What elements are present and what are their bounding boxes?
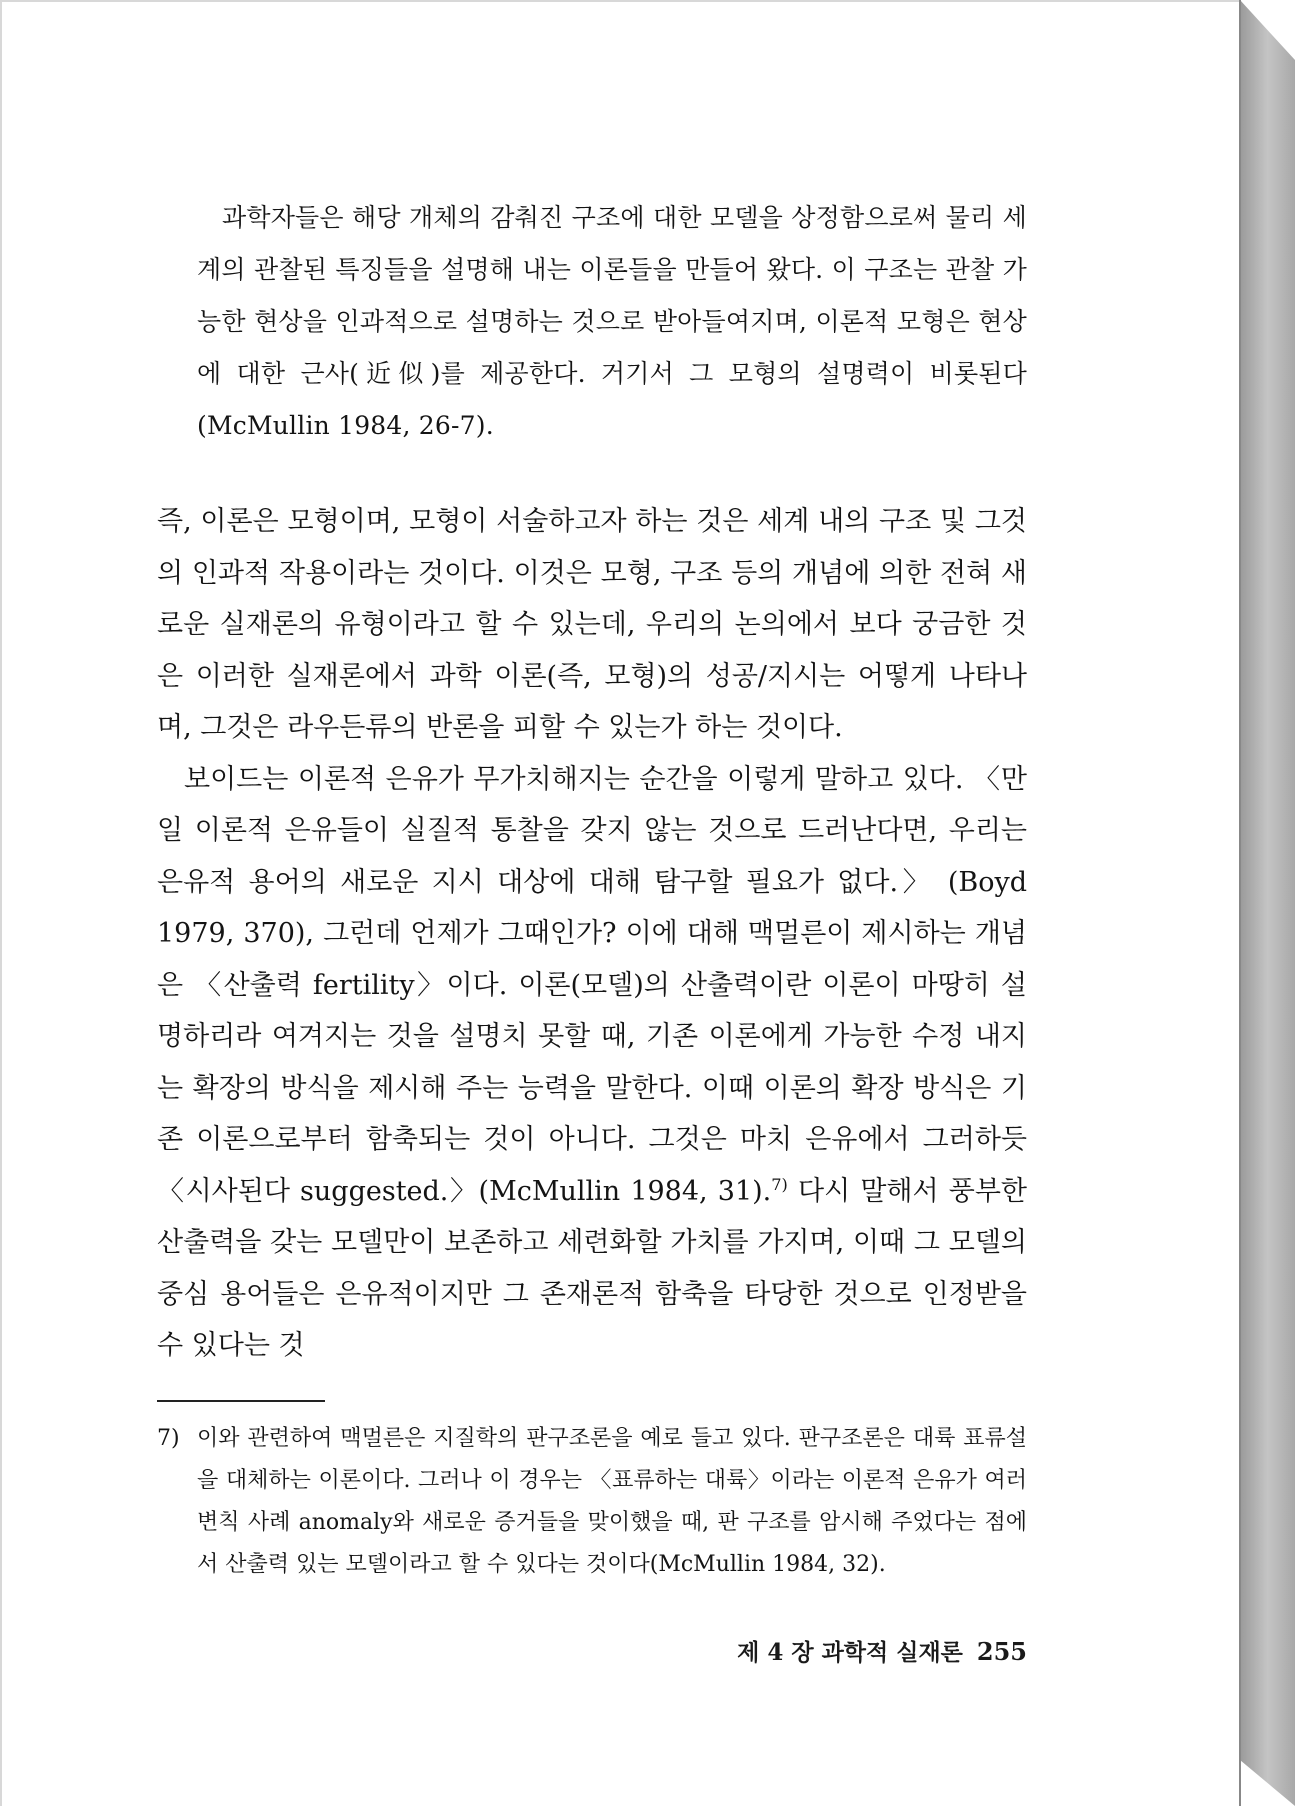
- paragraph-2-part-2: 다시 말해서 풍부한 산출력을 갖는 모델만이 보존하고 세련화할 가치를 가지며, 이때 그 모델의 중심 용어들은 은유적이지만 그 존재론적 함축을 타당한 것으로 인정받을 수 있다는 것: [157, 1175, 1027, 1361]
- running-footer: [157, 1634, 1027, 1667]
- footnote-number: 7): [157, 1425, 180, 1451]
- block-quote: [157, 192, 1027, 452]
- paragraph-1: 즉, 이론은 모형이며, 모형이 서술하고자 하는 것은 세계 내의 구조 및 그것의 인과적 작용이라는 것이다. 이것은 모형, 구조 등의 개념에 의한 전혀 새로운 실재론의 유형이라고 할 수 있는데, 우리의 논의에서 보다 궁금한 것은 이러한 실재론에서 과학 이론(즉, 모형)의 성공/지시는 어떻게 나타나며, 그것은 라우든류의 반론을 피할 수 있는가 하는 것이다.: [157, 506, 1027, 743]
- paragraph-2: [157, 754, 1027, 1372]
- footnote-text: 이와 관련하여 맥멀른은 지질학의 판구조론을 예로 들고 있다. 판구조론은 대륙 표류설을 대체하는 이론이다. 그러나 이 경우는 〈표류하는 대륙〉이라는 이론적 은유가 여러 변칙 사례 anomaly와 새로운 증거들을 맞이했을 때, 판 구조를 암시해 주었다는 점에서 산출력 있는 모델이라고 할 수 있다는 것이다(McMullin 1984, 32).: [197, 1425, 1027, 1577]
- page-number: 255: [976, 1637, 1027, 1666]
- footnote-divider: [157, 1400, 325, 1402]
- footnote: [157, 1418, 1027, 1586]
- paragraph-2-part-1: 보이드는 이론적 은유가 무가치해지는 순간을 이렇게 말하고 있다. 〈만일 이론적 은유들이 실질적 통찰을 갖지 않는 것으로 드러난다면, 우리는 은유적 용어의 새로운 지시 대상에 대해 탐구할 필요가 없다.〉 (Boyd 1979, 370), 그런데 언제가 그때인가? 이에 대해 맥멀른이 제시하는 개념은 〈산출력 fertility〉이다. 이론(모델)의 산출력이란 이론이 마땅히 설명하리라 여겨지는 것을 설명치 못할 때, 기존 이론에게 가능한 수정 내지는 확장의 방식을 제시해 주는 능력을 말한다. 이때 이론의 확장 방식은 기존 이론으로부터 함축되는 것이 아니다. 그것은 마치 은유에서 그러하듯 〈시사된다 suggested.〉(McMullin 1984, 31).: [157, 763, 1027, 1207]
- footnote-reference[interactable]: 7): [771, 1174, 788, 1194]
- page-stack-side: [1240, 0, 1295, 1806]
- page-content: [157, 192, 1027, 1586]
- body-text: [157, 496, 1027, 1372]
- chapter-title: 제 4 장 과학적 실재론: [737, 1639, 963, 1666]
- quote-text: 과학자들은 해당 개체의 감춰진 구조에 대한 모델을 상정함으로써 물리 세계의 관찰된 특징들을 설명해 내는 이론들을 만들어 왔다. 이 구조는 관찰 가능한 현상을 인과적으로 설명하는 것으로 받아들여지며, 이론적 모형은 현상에 대한 근사(近似)를 제공한다. 거기서 그 모형의 설명력이 비롯된다(McMullin 1984, 26-7).: [197, 203, 1027, 440]
- page-stack-edge: [1198, 0, 1295, 1806]
